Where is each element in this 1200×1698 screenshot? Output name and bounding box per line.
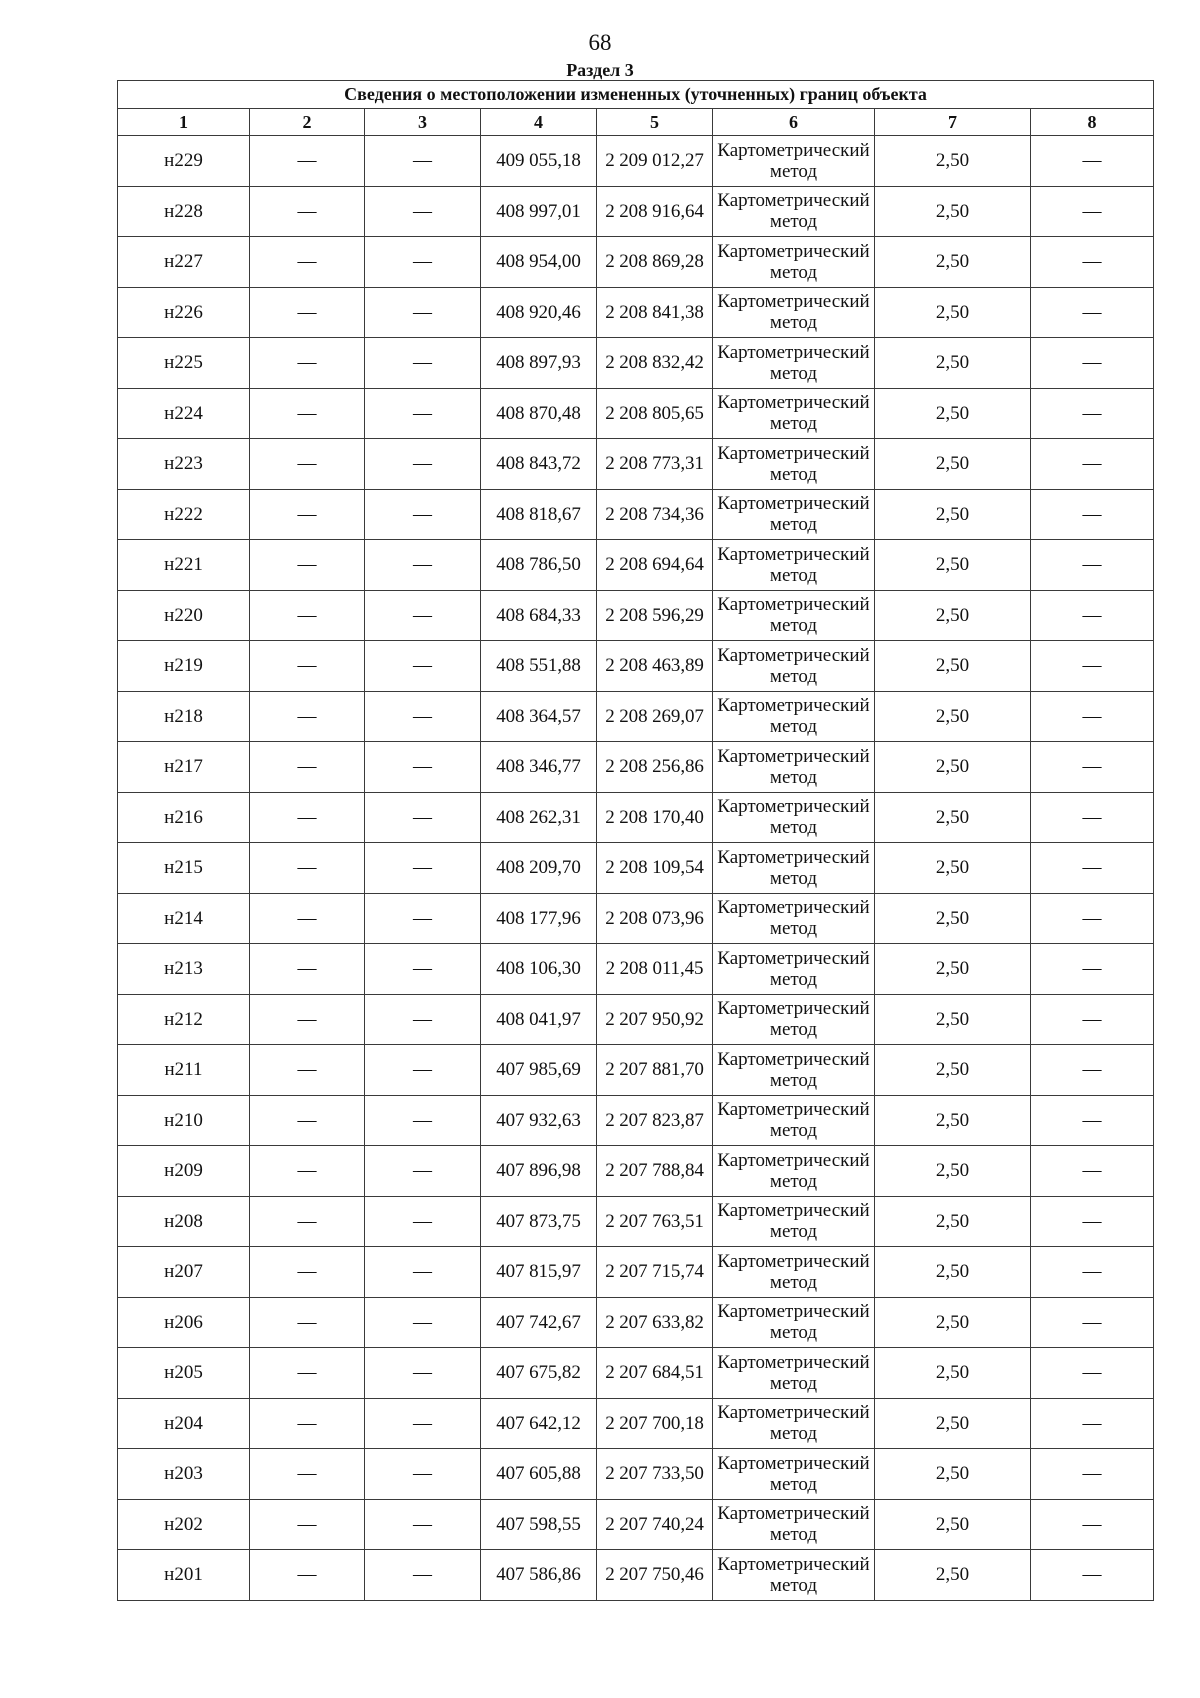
accuracy-cell: 2,50 bbox=[875, 590, 1031, 641]
method-cell: Картометрический метод bbox=[713, 540, 875, 591]
method-cell: Картометрический метод bbox=[713, 439, 875, 490]
coordinate-x: 407 598,55 bbox=[481, 1499, 597, 1550]
empty-dash: — bbox=[365, 1398, 481, 1449]
empty-dash: — bbox=[1031, 1550, 1154, 1601]
empty-dash: — bbox=[1031, 1398, 1154, 1449]
table-row bbox=[118, 439, 1154, 490]
point-name: н204 bbox=[118, 1398, 250, 1449]
column-number: 8 bbox=[1031, 109, 1154, 136]
empty-dash: — bbox=[365, 843, 481, 894]
empty-dash: — bbox=[365, 1045, 481, 1096]
coordinate-x: 407 873,75 bbox=[481, 1196, 597, 1247]
empty-dash: — bbox=[1031, 1499, 1154, 1550]
empty-dash: — bbox=[250, 388, 365, 439]
empty-dash: — bbox=[250, 186, 365, 237]
coordinate-y: 2 208 734,36 bbox=[597, 489, 713, 540]
accuracy-cell: 2,50 bbox=[875, 439, 1031, 490]
point-name: н229 bbox=[118, 136, 250, 187]
coordinate-y: 2 208 109,54 bbox=[597, 843, 713, 894]
coordinate-y: 2 208 011,45 bbox=[597, 944, 713, 995]
method-cell: Картометрический метод bbox=[713, 388, 875, 439]
accuracy-cell: 2,50 bbox=[875, 1297, 1031, 1348]
coordinate-y: 2 207 740,24 bbox=[597, 1499, 713, 1550]
empty-dash: — bbox=[1031, 1146, 1154, 1197]
empty-dash: — bbox=[1031, 691, 1154, 742]
table-row bbox=[118, 287, 1154, 338]
empty-dash: — bbox=[1031, 742, 1154, 793]
table-row bbox=[118, 338, 1154, 389]
point-name: н212 bbox=[118, 994, 250, 1045]
empty-dash: — bbox=[1031, 1196, 1154, 1247]
accuracy-cell: 2,50 bbox=[875, 1398, 1031, 1449]
method-cell: Картометрический метод bbox=[713, 287, 875, 338]
table-row bbox=[118, 1348, 1154, 1399]
accuracy-cell: 2,50 bbox=[875, 742, 1031, 793]
coordinate-x: 407 742,67 bbox=[481, 1297, 597, 1348]
accuracy-cell: 2,50 bbox=[875, 338, 1031, 389]
empty-dash: — bbox=[250, 287, 365, 338]
accuracy-cell: 2,50 bbox=[875, 792, 1031, 843]
empty-dash: — bbox=[1031, 186, 1154, 237]
method-cell: Картометрический метод bbox=[713, 1045, 875, 1096]
accuracy-cell: 2,50 bbox=[875, 1095, 1031, 1146]
empty-dash: — bbox=[365, 338, 481, 389]
table-row bbox=[118, 944, 1154, 995]
empty-dash: — bbox=[250, 540, 365, 591]
accuracy-cell: 2,50 bbox=[875, 1348, 1031, 1399]
empty-dash: — bbox=[250, 590, 365, 641]
table-row bbox=[118, 1196, 1154, 1247]
empty-dash: — bbox=[1031, 489, 1154, 540]
empty-dash: — bbox=[1031, 1045, 1154, 1096]
accuracy-cell: 2,50 bbox=[875, 1499, 1031, 1550]
coordinate-y: 2 207 633,82 bbox=[597, 1297, 713, 1348]
coordinate-y: 2 207 733,50 bbox=[597, 1449, 713, 1500]
point-name: н210 bbox=[118, 1095, 250, 1146]
column-number: 3 bbox=[365, 109, 481, 136]
empty-dash: — bbox=[250, 691, 365, 742]
empty-dash: — bbox=[365, 1550, 481, 1601]
empty-dash: — bbox=[1031, 338, 1154, 389]
method-cell: Картометрический метод bbox=[713, 136, 875, 187]
accuracy-cell: 2,50 bbox=[875, 489, 1031, 540]
method-cell: Картометрический метод bbox=[713, 186, 875, 237]
method-cell: Картометрический метод bbox=[713, 489, 875, 540]
coordinate-x: 408 041,97 bbox=[481, 994, 597, 1045]
empty-dash: — bbox=[365, 641, 481, 692]
empty-dash: — bbox=[1031, 237, 1154, 288]
coordinate-x: 408 870,48 bbox=[481, 388, 597, 439]
coordinate-y: 2 207 715,74 bbox=[597, 1247, 713, 1298]
method-cell: Картометрический метод bbox=[713, 1499, 875, 1550]
table-row bbox=[118, 641, 1154, 692]
coordinate-x: 408 262,31 bbox=[481, 792, 597, 843]
empty-dash: — bbox=[250, 1499, 365, 1550]
method-cell: Картометрический метод bbox=[713, 590, 875, 641]
empty-dash: — bbox=[250, 1297, 365, 1348]
coordinate-y: 2 208 463,89 bbox=[597, 641, 713, 692]
method-cell: Картометрический метод bbox=[713, 1095, 875, 1146]
table-row bbox=[118, 994, 1154, 1045]
coordinate-y: 2 207 788,84 bbox=[597, 1146, 713, 1197]
point-name: н227 bbox=[118, 237, 250, 288]
point-name: н219 bbox=[118, 641, 250, 692]
empty-dash: — bbox=[250, 994, 365, 1045]
coordinate-y: 2 208 869,28 bbox=[597, 237, 713, 288]
empty-dash: — bbox=[1031, 944, 1154, 995]
column-number: 2 bbox=[250, 109, 365, 136]
page-number: 68 bbox=[588, 30, 612, 55]
point-name: н208 bbox=[118, 1196, 250, 1247]
empty-dash: — bbox=[1031, 590, 1154, 641]
coordinate-x: 408 897,93 bbox=[481, 338, 597, 389]
table-row bbox=[118, 388, 1154, 439]
empty-dash: — bbox=[250, 944, 365, 995]
method-cell: Картометрический метод bbox=[713, 1196, 875, 1247]
accuracy-cell: 2,50 bbox=[875, 691, 1031, 742]
method-cell: Картометрический метод bbox=[713, 1297, 875, 1348]
method-cell: Картометрический метод bbox=[713, 237, 875, 288]
column-number: 1 bbox=[118, 109, 250, 136]
empty-dash: — bbox=[1031, 388, 1154, 439]
empty-dash: — bbox=[250, 893, 365, 944]
coordinate-y: 2 208 269,07 bbox=[597, 691, 713, 742]
coordinate-x: 407 985,69 bbox=[481, 1045, 597, 1096]
empty-dash: — bbox=[365, 1146, 481, 1197]
coordinate-x: 409 055,18 bbox=[481, 136, 597, 187]
table-row bbox=[118, 136, 1154, 187]
coordinate-x: 408 684,33 bbox=[481, 590, 597, 641]
method-cell: Картометрический метод bbox=[713, 1449, 875, 1500]
accuracy-cell: 2,50 bbox=[875, 994, 1031, 1045]
empty-dash: — bbox=[365, 742, 481, 793]
point-name: н202 bbox=[118, 1499, 250, 1550]
method-cell: Картометрический метод bbox=[713, 691, 875, 742]
table-row bbox=[118, 1297, 1154, 1348]
coordinate-x: 407 586,86 bbox=[481, 1550, 597, 1601]
empty-dash: — bbox=[250, 1348, 365, 1399]
accuracy-cell: 2,50 bbox=[875, 1146, 1031, 1197]
coordinate-x: 408 843,72 bbox=[481, 439, 597, 490]
point-name: н228 bbox=[118, 186, 250, 237]
empty-dash: — bbox=[365, 1095, 481, 1146]
accuracy-cell: 2,50 bbox=[875, 944, 1031, 995]
point-name: н214 bbox=[118, 893, 250, 944]
coordinate-x: 408 209,70 bbox=[481, 843, 597, 894]
point-name: н221 bbox=[118, 540, 250, 591]
empty-dash: — bbox=[1031, 994, 1154, 1045]
empty-dash: — bbox=[250, 1196, 365, 1247]
empty-dash: — bbox=[250, 1550, 365, 1601]
table-row bbox=[118, 742, 1154, 793]
empty-dash: — bbox=[365, 136, 481, 187]
coordinate-y: 2 208 073,96 bbox=[597, 893, 713, 944]
empty-dash: — bbox=[365, 1297, 481, 1348]
point-name: н223 bbox=[118, 439, 250, 490]
empty-dash: — bbox=[365, 540, 481, 591]
empty-dash: — bbox=[365, 691, 481, 742]
table-row bbox=[118, 489, 1154, 540]
column-number: 6 bbox=[713, 109, 875, 136]
coordinate-x: 408 818,67 bbox=[481, 489, 597, 540]
point-name: н216 bbox=[118, 792, 250, 843]
accuracy-cell: 2,50 bbox=[875, 1045, 1031, 1096]
point-name: н218 bbox=[118, 691, 250, 742]
empty-dash: — bbox=[250, 1045, 365, 1096]
method-cell: Картометрический метод bbox=[713, 742, 875, 793]
column-number: 4 bbox=[481, 109, 597, 136]
coordinate-x: 408 364,57 bbox=[481, 691, 597, 742]
point-name: н220 bbox=[118, 590, 250, 641]
point-name: н225 bbox=[118, 338, 250, 389]
coordinate-x: 408 177,96 bbox=[481, 893, 597, 944]
empty-dash: — bbox=[365, 1499, 481, 1550]
empty-dash: — bbox=[365, 1247, 481, 1298]
empty-dash: — bbox=[1031, 1449, 1154, 1500]
empty-dash: — bbox=[250, 742, 365, 793]
table-row bbox=[118, 1449, 1154, 1500]
coordinate-x: 408 106,30 bbox=[481, 944, 597, 995]
empty-dash: — bbox=[365, 792, 481, 843]
point-name: н224 bbox=[118, 388, 250, 439]
empty-dash: — bbox=[250, 489, 365, 540]
table-row bbox=[118, 1398, 1154, 1449]
accuracy-cell: 2,50 bbox=[875, 843, 1031, 894]
empty-dash: — bbox=[250, 338, 365, 389]
table-row bbox=[118, 1146, 1154, 1197]
empty-dash: — bbox=[250, 237, 365, 288]
empty-dash: — bbox=[365, 287, 481, 338]
empty-dash: — bbox=[250, 439, 365, 490]
accuracy-cell: 2,50 bbox=[875, 1247, 1031, 1298]
empty-dash: — bbox=[365, 944, 481, 995]
accuracy-cell: 2,50 bbox=[875, 540, 1031, 591]
method-cell: Картометрический метод bbox=[713, 1247, 875, 1298]
method-cell: Картометрический метод bbox=[713, 1550, 875, 1601]
empty-dash: — bbox=[1031, 792, 1154, 843]
method-cell: Картометрический метод bbox=[713, 792, 875, 843]
table-row bbox=[118, 1095, 1154, 1146]
coordinate-x: 408 997,01 bbox=[481, 186, 597, 237]
empty-dash: — bbox=[250, 1449, 365, 1500]
point-name: н211 bbox=[118, 1045, 250, 1096]
coordinate-x: 407 605,88 bbox=[481, 1449, 597, 1500]
point-name: н201 bbox=[118, 1550, 250, 1601]
boundary-coordinates-table bbox=[117, 80, 1154, 1601]
coordinate-x: 408 551,88 bbox=[481, 641, 597, 692]
empty-dash: — bbox=[1031, 1348, 1154, 1399]
empty-dash: — bbox=[250, 1095, 365, 1146]
point-name: н206 bbox=[118, 1297, 250, 1348]
empty-dash: — bbox=[365, 439, 481, 490]
empty-dash: — bbox=[365, 237, 481, 288]
coordinate-y: 2 208 170,40 bbox=[597, 792, 713, 843]
table-row bbox=[118, 237, 1154, 288]
empty-dash: — bbox=[250, 136, 365, 187]
column-number: 5 bbox=[597, 109, 713, 136]
coordinate-y: 2 208 841,38 bbox=[597, 287, 713, 338]
coordinate-y: 2 207 950,92 bbox=[597, 994, 713, 1045]
coordinate-y: 2 208 832,42 bbox=[597, 338, 713, 389]
coordinate-y: 2 208 256,86 bbox=[597, 742, 713, 793]
coordinate-y: 2 208 916,64 bbox=[597, 186, 713, 237]
coordinate-y: 2 207 684,51 bbox=[597, 1348, 713, 1399]
method-cell: Картометрический метод bbox=[713, 893, 875, 944]
empty-dash: — bbox=[1031, 439, 1154, 490]
point-name: н209 bbox=[118, 1146, 250, 1197]
method-cell: Картометрический метод bbox=[713, 994, 875, 1045]
coordinate-y: 2 207 750,46 bbox=[597, 1550, 713, 1601]
section-title: Раздел 3 bbox=[566, 60, 634, 80]
empty-dash: — bbox=[1031, 1095, 1154, 1146]
table-row bbox=[118, 1045, 1154, 1096]
coordinate-y: 2 207 881,70 bbox=[597, 1045, 713, 1096]
table-row bbox=[118, 590, 1154, 641]
accuracy-cell: 2,50 bbox=[875, 893, 1031, 944]
empty-dash: — bbox=[365, 590, 481, 641]
accuracy-cell: 2,50 bbox=[875, 136, 1031, 187]
point-name: н213 bbox=[118, 944, 250, 995]
accuracy-cell: 2,50 bbox=[875, 1449, 1031, 1500]
coordinate-y: 2 208 694,64 bbox=[597, 540, 713, 591]
point-name: н217 bbox=[118, 742, 250, 793]
accuracy-cell: 2,50 bbox=[875, 388, 1031, 439]
coordinate-y: 2 207 700,18 bbox=[597, 1398, 713, 1449]
empty-dash: — bbox=[365, 1348, 481, 1399]
accuracy-cell: 2,50 bbox=[875, 287, 1031, 338]
coordinate-x: 407 932,63 bbox=[481, 1095, 597, 1146]
accuracy-cell: 2,50 bbox=[875, 641, 1031, 692]
coordinate-x: 408 346,77 bbox=[481, 742, 597, 793]
method-cell: Картометрический метод bbox=[713, 1398, 875, 1449]
point-name: н207 bbox=[118, 1247, 250, 1298]
table-row bbox=[118, 792, 1154, 843]
coordinate-x: 407 896,98 bbox=[481, 1146, 597, 1197]
empty-dash: — bbox=[365, 186, 481, 237]
empty-dash: — bbox=[1031, 843, 1154, 894]
table-row bbox=[118, 843, 1154, 894]
empty-dash: — bbox=[365, 1196, 481, 1247]
method-cell: Картометрический метод bbox=[713, 641, 875, 692]
table-row bbox=[118, 1499, 1154, 1550]
table-row bbox=[118, 1550, 1154, 1601]
table-body bbox=[118, 136, 1154, 1601]
method-cell: Картометрический метод bbox=[713, 338, 875, 389]
empty-dash: — bbox=[1031, 136, 1154, 187]
method-cell: Картометрический метод bbox=[713, 944, 875, 995]
empty-dash: — bbox=[365, 388, 481, 439]
empty-dash: — bbox=[250, 792, 365, 843]
accuracy-cell: 2,50 bbox=[875, 237, 1031, 288]
table-row bbox=[118, 691, 1154, 742]
empty-dash: — bbox=[250, 1398, 365, 1449]
column-number-row bbox=[118, 109, 1154, 136]
coordinate-x: 407 642,12 bbox=[481, 1398, 597, 1449]
empty-dash: — bbox=[1031, 287, 1154, 338]
accuracy-cell: 2,50 bbox=[875, 1196, 1031, 1247]
coordinate-y: 2 207 763,51 bbox=[597, 1196, 713, 1247]
empty-dash: — bbox=[250, 1146, 365, 1197]
table-row bbox=[118, 1247, 1154, 1298]
table-caption: Сведения о местоположении измененных (уточненных) границ объекта bbox=[118, 81, 1154, 109]
point-name: н205 bbox=[118, 1348, 250, 1399]
coordinate-y: 2 208 773,31 bbox=[597, 439, 713, 490]
coordinate-x: 407 675,82 bbox=[481, 1348, 597, 1399]
empty-dash: — bbox=[1031, 1297, 1154, 1348]
empty-dash: — bbox=[365, 893, 481, 944]
empty-dash: — bbox=[365, 1449, 481, 1500]
empty-dash: — bbox=[250, 1247, 365, 1298]
empty-dash: — bbox=[1031, 893, 1154, 944]
coordinate-y: 2 207 823,87 bbox=[597, 1095, 713, 1146]
empty-dash: — bbox=[250, 843, 365, 894]
empty-dash: — bbox=[365, 994, 481, 1045]
point-name: н222 bbox=[118, 489, 250, 540]
coordinate-y: 2 209 012,27 bbox=[597, 136, 713, 187]
empty-dash: — bbox=[1031, 1247, 1154, 1298]
column-number: 7 bbox=[875, 109, 1031, 136]
coordinate-x: 408 786,50 bbox=[481, 540, 597, 591]
coordinate-y: 2 208 805,65 bbox=[597, 388, 713, 439]
empty-dash: — bbox=[365, 489, 481, 540]
method-cell: Картометрический метод bbox=[713, 1348, 875, 1399]
point-name: н226 bbox=[118, 287, 250, 338]
coordinate-x: 408 954,00 bbox=[481, 237, 597, 288]
empty-dash: — bbox=[1031, 641, 1154, 692]
accuracy-cell: 2,50 bbox=[875, 186, 1031, 237]
accuracy-cell: 2,50 bbox=[875, 1550, 1031, 1601]
coordinate-x: 407 815,97 bbox=[481, 1247, 597, 1298]
empty-dash: — bbox=[250, 641, 365, 692]
table-row bbox=[118, 540, 1154, 591]
table-row bbox=[118, 893, 1154, 944]
empty-dash: — bbox=[1031, 540, 1154, 591]
table-row bbox=[118, 186, 1154, 237]
coordinate-y: 2 208 596,29 bbox=[597, 590, 713, 641]
method-cell: Картометрический метод bbox=[713, 1146, 875, 1197]
method-cell: Картометрический метод bbox=[713, 843, 875, 894]
point-name: н203 bbox=[118, 1449, 250, 1500]
coordinate-x: 408 920,46 bbox=[481, 287, 597, 338]
point-name: н215 bbox=[118, 843, 250, 894]
